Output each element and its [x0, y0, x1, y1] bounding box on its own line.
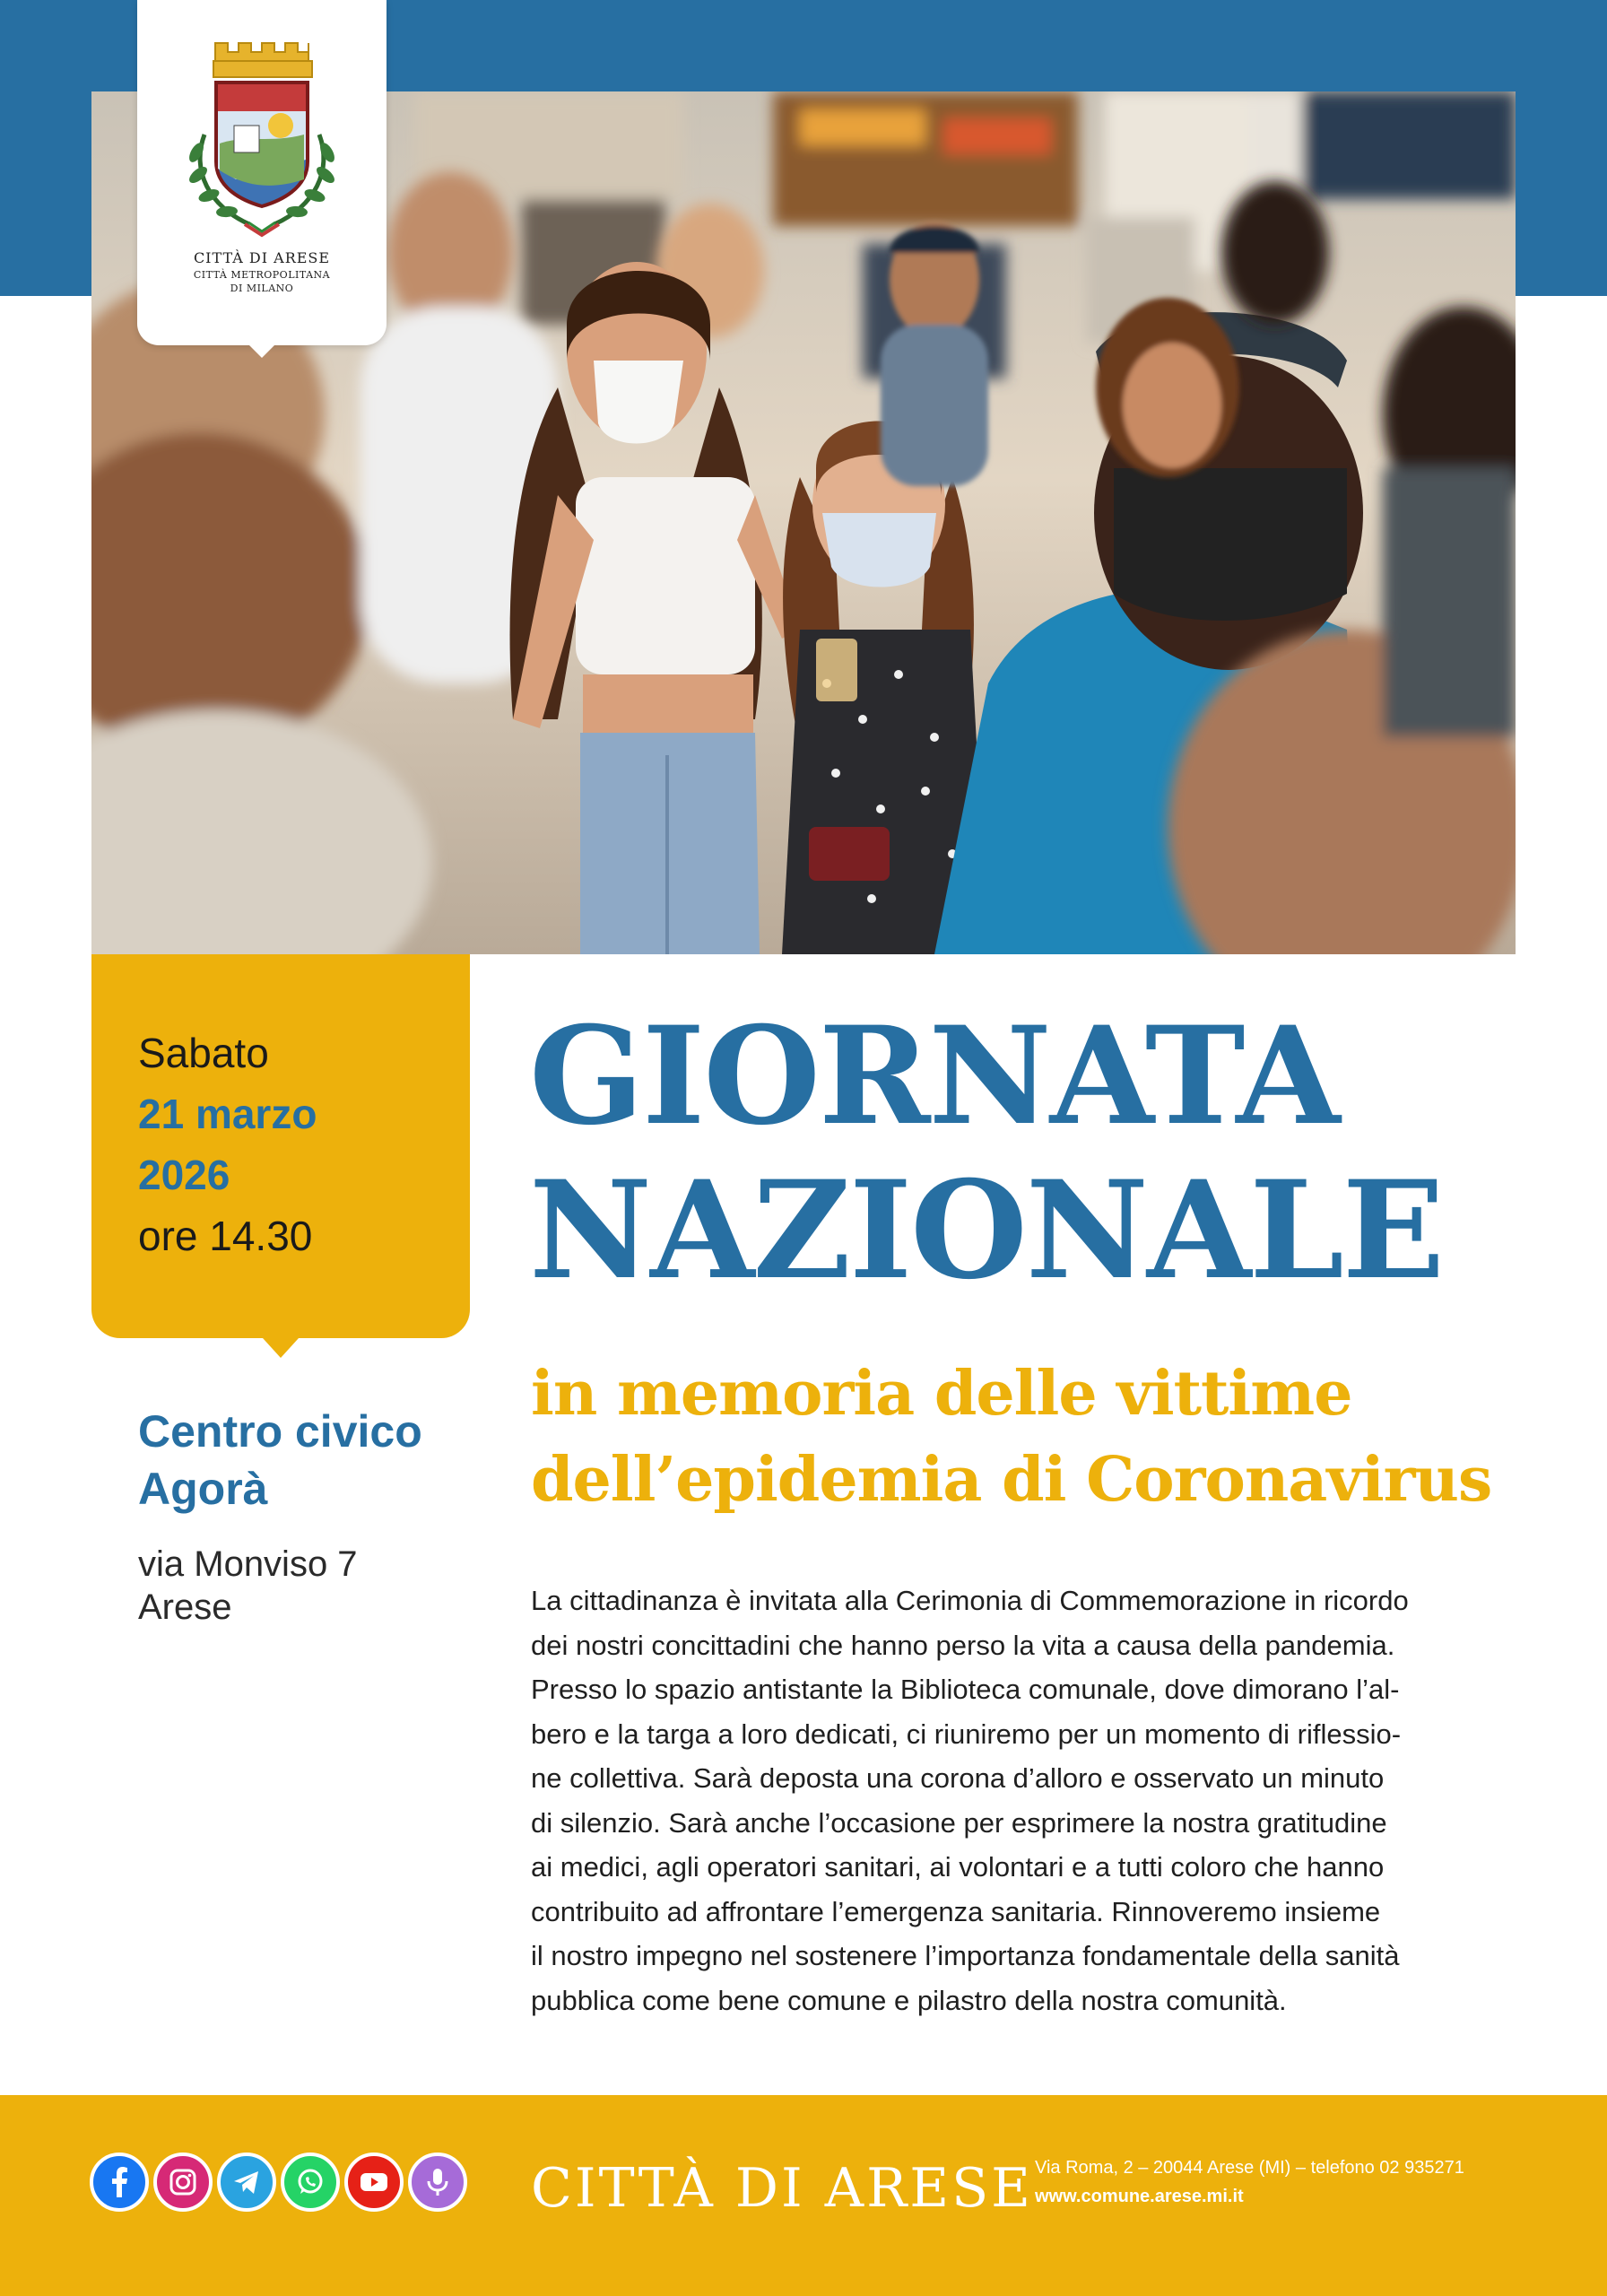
- venue-address-street: via Monviso 7: [138, 1544, 358, 1584]
- body-line: ai medici, agli operatori sanitari, ai volontari e a tutti coloro che hanno: [531, 1851, 1385, 1883]
- body-line: di silenzio. Sarà anche l’occasione per esprimere la nostra gratitudine: [531, 1806, 1387, 1839]
- body-line: contribuito ad affrontare l’emergenza sanitaria. Rinnoveremo insieme: [531, 1895, 1381, 1927]
- logo-metro-line: CITTÀ METROPOLITANA: [193, 269, 331, 281]
- subtitle-line1: in memoria delle vittime: [531, 1358, 1352, 1430]
- venue-name-line1: Centro civico: [138, 1406, 422, 1457]
- page-title-line1: GIORNATA: [529, 997, 1339, 1155]
- body-line: Presso lo spazio antistante la Biblioteca comunale, dove dimorano l’al-: [531, 1674, 1400, 1705]
- page-title-line2: NAZIONALE: [529, 1152, 1444, 1309]
- city-logo-card: [137, 0, 387, 345]
- logo-card-pointer: [249, 345, 274, 358]
- body-line: ne collettiva. Sarà deposta una corona d’alloro e osservato un minuto: [531, 1762, 1385, 1794]
- body-paragraph: [531, 1578, 1517, 2022]
- body-line: La cittadinanza è invitata alla Cerimonia di Commemorazione in ricordo: [531, 1585, 1409, 1616]
- footer-address: Via Roma, 2 – 20044 Arese (MI) – telefono 02 935271: [1035, 2158, 1464, 2178]
- footer-website-link[interactable]: www.comune.arese.mi.it: [1035, 2187, 1244, 2206]
- youtube-icon[interactable]: [344, 2152, 404, 2212]
- event-date: 21 marzo: [138, 1091, 317, 1137]
- whatsapp-icon[interactable]: [281, 2152, 340, 2212]
- body-line: pubblica come bene comune e pilastro della nostra comunità.: [531, 1984, 1287, 2016]
- city-coat-of-arms-icon: [137, 0, 387, 242]
- event-year: 2026: [138, 1152, 230, 1198]
- body-line: il nostro impegno nel sostenere l’importanza fondamentale della sanità: [531, 1940, 1400, 1971]
- logo-city-name: CITTÀ DI ARESE: [193, 249, 331, 266]
- podcast-icon[interactable]: [408, 2152, 467, 2212]
- date-box-pointer: [263, 1338, 299, 1358]
- venue-address-city: Arese: [138, 1587, 232, 1627]
- body-line: dei nostri concittadini che hanno perso la vita a causa della pandemia.: [531, 1629, 1395, 1661]
- date-box: [91, 954, 470, 1338]
- body-line: bero e la targa a loro dedicati, ci riuniremo per un momento di riflessio-: [531, 1718, 1402, 1750]
- telegram-icon[interactable]: [217, 2152, 276, 2212]
- event-day: Sabato: [138, 1030, 269, 1076]
- event-time: ore 14.30: [138, 1213, 313, 1259]
- venue-name-line2: Agorà: [138, 1464, 268, 1514]
- logo-milano-line: DI MILANO: [230, 283, 294, 294]
- footer-brand: CITTÀ DI ARESE: [531, 2157, 1033, 2220]
- facebook-icon[interactable]: [90, 2152, 149, 2212]
- instagram-icon[interactable]: [153, 2152, 213, 2212]
- subtitle-line2: dell’epidemia di Coronavirus: [531, 1444, 1492, 1516]
